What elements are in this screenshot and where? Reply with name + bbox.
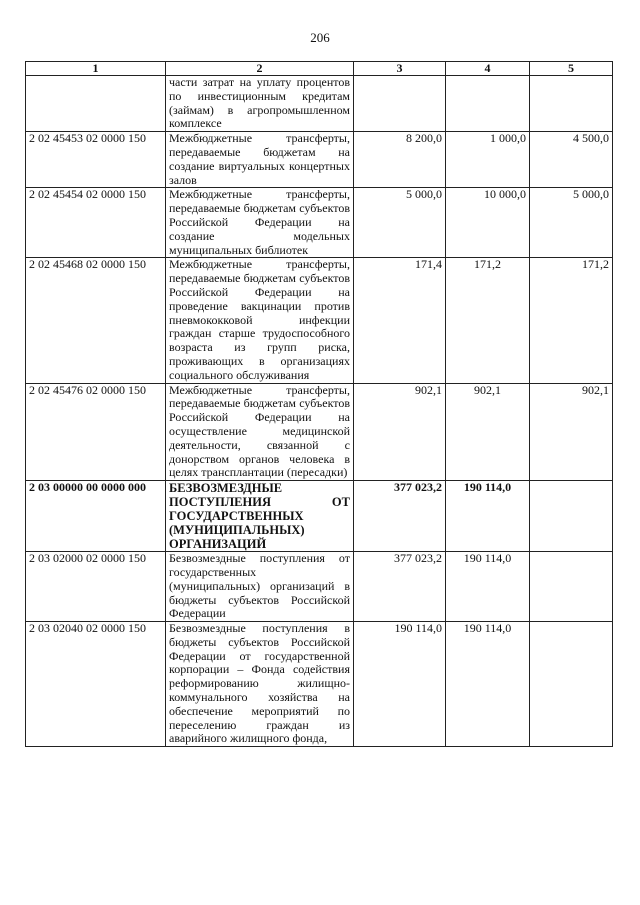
value-col5-cell	[530, 481, 613, 552]
description-cell: Межбюджетные трансферты, передаваемые бюджетам субъектов Российской Федерации на создание модельных муниципальных библиотек	[166, 188, 354, 258]
value-col4-cell	[446, 76, 530, 132]
table-row	[26, 481, 613, 552]
value-col4-cell: 10 000,0	[446, 188, 530, 258]
value-col3-cell: 190 114,0	[354, 622, 446, 747]
column-header-2: 2	[166, 62, 354, 76]
budget-code-cell: 2 03 02000 02 0000 150	[26, 552, 166, 622]
page-number: 206	[310, 30, 330, 45]
description-cell: Безвозмездные поступления от государственных (муниципальных) организаций в бюджеты субъектов Российской Федерации	[166, 552, 354, 622]
table-row	[26, 383, 613, 481]
budget-code-cell: 2 03 00000 00 0000 000	[26, 481, 166, 552]
value-col5-cell: 4 500,0	[530, 132, 613, 188]
value-col4-cell: 190 114,0	[446, 552, 530, 622]
budget-code-cell: 2 02 45476 02 0000 150	[26, 383, 166, 481]
description-cell: БЕЗВОЗМЕЗДНЫЕ ПОСТУПЛЕНИЯ ОТ ГОСУДАРСТВЕННЫХ (МУНИЦИПАЛЬНЫХ) ОРГАНИЗАЦИЙ	[166, 481, 354, 552]
budget-code-cell: 2 02 45468 02 0000 150	[26, 258, 166, 383]
value-col5-cell: 5 000,0	[530, 188, 613, 258]
value-col3-cell	[354, 76, 446, 132]
budget-table	[25, 61, 613, 747]
value-col3-cell: 377 023,2	[354, 552, 446, 622]
budget-code-cell	[26, 76, 166, 132]
budget-code-cell: 2 02 45454 02 0000 150	[26, 188, 166, 258]
description-cell: Межбюджетные трансферты, передаваемые бюджетам субъектов Российской Федерации на осуществление медицинской деятельности, связанной с донорством органов человека в целях трансплантации (пересадки)	[166, 383, 354, 481]
table-row	[26, 132, 613, 188]
table-row	[26, 188, 613, 258]
value-col5-cell	[530, 622, 613, 747]
value-col3-cell: 5 000,0	[354, 188, 446, 258]
value-col4-cell: 171,2	[446, 258, 530, 383]
value-col3-cell: 377 023,2	[354, 481, 446, 552]
value-col5-cell	[530, 552, 613, 622]
value-col4-cell: 902,1	[446, 383, 530, 481]
value-col4-cell: 190 114,0	[446, 481, 530, 552]
description-cell: части затрат на уплату процентов по инвестиционным кредитам (займам) в агропромышленном комплексе	[166, 76, 354, 132]
table-row	[26, 622, 613, 747]
value-col4-cell: 1 000,0	[446, 132, 530, 188]
header-row	[26, 62, 613, 76]
column-header-4: 4	[446, 62, 530, 76]
column-header-1: 1	[26, 62, 166, 76]
value-col4-cell: 190 114,0	[446, 622, 530, 747]
value-col5-cell	[530, 76, 613, 132]
column-header-5: 5	[530, 62, 613, 76]
value-col5-cell: 902,1	[530, 383, 613, 481]
budget-code-cell: 2 03 02040 02 0000 150	[26, 622, 166, 747]
table-row	[26, 258, 613, 383]
table-row	[26, 552, 613, 622]
description-cell: Межбюджетные трансферты, передаваемые бюджетам субъектов Российской Федерации на проведение вакцинации против пневмококковой инфекции граждан старше трудоспособного возраста из групп риска, проживающих в организациях социального обслуживания	[166, 258, 354, 383]
description-cell: Безвозмездные поступления в бюджеты субъектов Российской Федерации от государственной корпорации – Фонда содействия реформированию жилищно-коммунального хозяйства на обеспечение мероприятий по переселению граждан из аварийного жилищного фонда,	[166, 622, 354, 747]
budget-code-cell: 2 02 45453 02 0000 150	[26, 132, 166, 188]
value-col3-cell: 8 200,0	[354, 132, 446, 188]
value-col3-cell: 902,1	[354, 383, 446, 481]
description-cell: Межбюджетные трансферты, передаваемые бюджетам на создание виртуальных концертных залов	[166, 132, 354, 188]
value-col3-cell: 171,4	[354, 258, 446, 383]
table-row	[26, 76, 613, 132]
column-header-3: 3	[354, 62, 446, 76]
value-col5-cell: 171,2	[530, 258, 613, 383]
